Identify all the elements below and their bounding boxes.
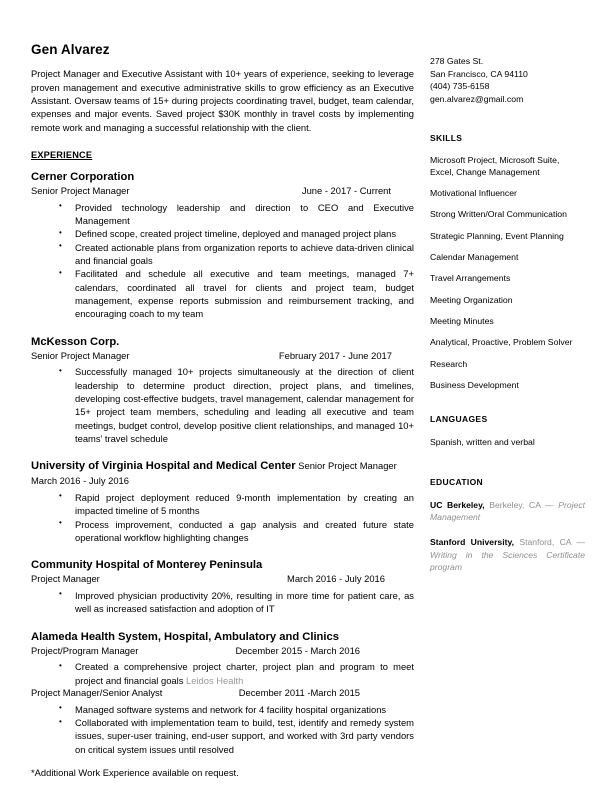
main-column	[31, 42, 414, 778]
professional-summary: Project Manager and Executive Assistant with 10+ years of experience, seeking to leverage proven management and executive administrative skills to grow efficiency as an Executive Assistant. Oversaw teams of 15+ during projects coordinating travel, budget, team calendar, expenses and major events. Saved project $30K monthly in travel costs by implementing remote work and managing a successful relationship with the client.	[31, 68, 414, 133]
job-entry-alameda	[31, 630, 414, 687]
job-entry-uva	[31, 459, 414, 544]
job-title: Senior Project Manager	[31, 184, 130, 196]
page-title: Gen Alvarez	[31, 42, 110, 57]
list-item: Business Development	[430, 379, 519, 390]
list-item: Research	[430, 358, 468, 369]
section-heading-skills: SKILLS	[430, 132, 463, 143]
job-meta-row	[31, 350, 414, 363]
job-entry-community-hospital	[31, 558, 414, 615]
job-bullet-list	[31, 365, 414, 445]
job-company-name: Cerner Corporation	[31, 170, 135, 183]
job-company-name: Community Hospital of Monterey Peninsula	[31, 559, 263, 572]
list-item: Analytical, Proactive, Problem Solver	[430, 337, 573, 348]
section-heading-education: EDUCATION	[430, 476, 484, 487]
job-dates: December 2011 -March 2015	[238, 686, 360, 698]
list-item: • Defined scope, created project timeline, deployed and managed project plans	[59, 227, 414, 240]
job-company-name: McKesson Corp.	[31, 335, 120, 348]
list-item: • Collaborated with implementation team to build, test, identify and remedy system issues, super-user training, end-user support, and worked with 3rd party vendors on critical system issues until resolved	[59, 716, 414, 756]
job-dates: March 2016 - July 2016	[287, 573, 385, 585]
list-item: Travel Arrangements	[430, 273, 511, 284]
job-entry-cerner	[31, 170, 414, 321]
job-company-name: Alameda Health System, Hospital, Ambulatory and Clinics	[31, 630, 339, 643]
languages-section	[430, 414, 585, 448]
school-location: Berkeley, CA —	[484, 499, 559, 510]
sidebar	[430, 55, 585, 586]
contact-city: San Francisco, CA 94110	[430, 68, 528, 79]
list-item: • Created actionable plans from organization reports to achieve data-driven clinical and financial goals	[59, 241, 414, 268]
job-bullet-list	[31, 660, 414, 687]
job-dates: December 2015 - March 2016	[235, 644, 360, 656]
list-item: • Improved physician productivity 20%, resulting in more time for patient care, as well as increased satisfaction and adoption of IT	[59, 589, 414, 616]
job-dates: February 2017 - June 2017	[278, 349, 392, 361]
list-item	[59, 660, 414, 687]
job-meta-row	[31, 573, 414, 586]
list-item: • Managed software systems and network for 4 facility hospital organizations	[59, 703, 414, 716]
job-company-name: University of Virginia Hospital and Medical Center	[31, 460, 296, 473]
school-program: Project Management	[430, 499, 586, 523]
job-bullet-list	[31, 491, 414, 544]
employer-tag: Leidos Health	[186, 674, 244, 686]
school-name: UC Berkeley,	[430, 499, 485, 510]
job-title: Project/Program Manager	[31, 644, 139, 656]
job-bullet-list	[31, 589, 414, 616]
job-dates: March 2016 - July 2016	[31, 474, 129, 486]
contact-phone: (404) 735-6158	[430, 81, 490, 92]
education-section	[430, 477, 585, 573]
job-title: Project Manager/Senior Analyst	[31, 686, 163, 698]
job-title: Project Manager	[31, 573, 100, 585]
list-item: Motivational Influencer	[430, 187, 517, 198]
list-item: • Successfully managed 10+ projects simultaneously at the direction of client leadership to determine product direction, project plans, and timelines, developing cost-effective budgets, travel management, calendar management for 15+ project team members, scheduling and leading all executive and team meetings, budget control, develop positive client relationships, and managed 10+ teams’ travel schedule	[59, 365, 414, 445]
contact-street: 278 Gates St.	[430, 56, 484, 66]
list-item: Microsoft Project, Microsoft Suite, Excel, Change Management	[430, 154, 560, 177]
list-item: Calendar Management	[430, 251, 519, 262]
list-item: • Provided technology leadership and direction to CEO and Executive Management	[59, 201, 414, 228]
list-item: • Process improvement, conducted a gap analysis and created future state operational workflow highlighting changes	[59, 518, 414, 545]
job-title: Senior Project Manager	[298, 460, 397, 472]
list-item: • Rapid project deployment reduced 9-month implementation by creating an impacted timeline of 5 months	[59, 491, 414, 518]
list-item: • Facilitated and schedule all executive and team meetings, managed 7+ calendars, coordinated all travel for clients and project team, budget management, expense reports submission and reimbursement tracking, and encouraging coach to my team	[59, 267, 414, 320]
school-program: Writing in the Sciences Certificate program	[430, 549, 585, 572]
contact-email: gen.alvarez@gmail.com	[430, 94, 524, 105]
job-meta-row	[31, 185, 414, 198]
list-item-text: Created a comprehensive project charter, project plan and program to meet project and financial goals	[75, 661, 414, 686]
list-item: Strong Written/Oral Communication	[430, 209, 567, 220]
job-dates: June - 2017 - Current	[301, 184, 391, 196]
job-bullet-list	[31, 201, 414, 321]
education-entry	[430, 499, 585, 523]
contact-block	[430, 55, 585, 106]
list-item: Spanish, written and verbal	[430, 436, 535, 447]
additional-experience-note: *Additional Work Experience available on request.	[31, 767, 239, 779]
section-heading-languages: LANGUAGES	[430, 413, 488, 424]
job-entry-senior-analyst	[31, 687, 414, 756]
job-bullet-list	[31, 703, 414, 756]
list-item: Meeting Minutes	[430, 315, 494, 326]
list-item: Strategic Planning, Event Planning	[430, 230, 564, 241]
job-meta-row	[31, 687, 414, 700]
education-entry	[430, 536, 585, 573]
job-title: Senior Project Manager	[31, 349, 130, 361]
job-entry-mckesson	[31, 335, 414, 446]
list-item: Meeting Organization	[430, 294, 513, 305]
section-heading-experience: EXPERIENCE	[31, 149, 93, 160]
school-location: Stanford, CA —	[513, 537, 585, 548]
job-meta-row	[31, 645, 414, 658]
skills-section	[430, 133, 585, 392]
school-name: Stanford University,	[430, 537, 514, 548]
job-header-inline	[31, 459, 414, 474]
